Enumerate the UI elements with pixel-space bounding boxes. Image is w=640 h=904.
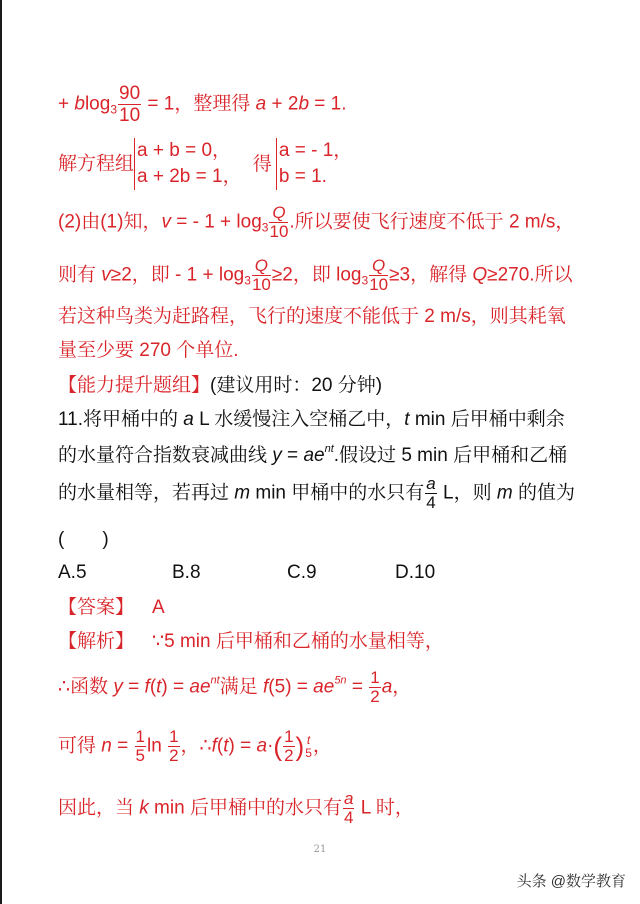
question-11-blank: ( ) <box>58 529 109 550</box>
watermark: 头条 @数学教育 <box>516 873 626 890</box>
question-11-line-3: 的水量相等，若再过 m min 甲桶中的水只有 $\frac{a}{4}$ L，则 m 的值为 <box>58 474 575 512</box>
section-header: 【能力提升题组】(建议用时：20 分钟) <box>58 375 383 396</box>
solution-line-4: 则有 v≥2，即 - $1 + \log_3$ $\frac{Q}{10}$ ≥2，即 $\log_3$ $\frac{Q}{10}$ ≥3，解得 Q≥270.所以 <box>58 256 573 294</box>
question-11-line-1: 11.将甲桶中的 a L 水缓慢注入空桶乙中，t min 后甲桶中剩余 <box>58 409 565 430</box>
option-b: B.8 <box>172 562 201 583</box>
option-d: D.10 <box>395 562 436 583</box>
solution-line-5: 若这种鸟类为赶路程，飞行的速度不能低于 2 m/s，则其耗氧 <box>58 306 566 327</box>
question-11-line-2: 的水量符合指数衰减曲线 $y = ae^{nt}$.假设过 5 min 后甲桶和乙桶 <box>58 443 568 466</box>
answer-line: 【答案】 A <box>58 597 165 618</box>
explanation-line-2: ∴函数 $y = f(t) = ae^{nt}$满足 $f(5) = ae^{5n}$ = $\frac{1}{2}$ a， <box>58 668 412 706</box>
page-border <box>0 0 2 904</box>
solution-line-6: 量至少要 270 个单位. <box>58 340 239 361</box>
page-number: 21 <box>313 844 327 855</box>
explanation-line-4: 因此，当 k min 后甲桶中的水只有 $\frac{a}{4}$ L 时， <box>58 789 414 827</box>
solution-line-system: 解方程组 a + b = 0， a + 2b = 1， 得 a = - 1， b = 1. <box>58 138 352 190</box>
explanation-line-3: 可得 n = $\frac{1}{5}$ ln $\frac{1}{2}$ ，∴f(t) = a·( $\frac{1}{2}$ ) t 5 ， <box>58 727 332 765</box>
option-a: A.5 <box>58 562 87 583</box>
solution-line-1: + blog$_3$ $\frac{90}{10}$ = 1，整理得 a + 2b = 1. <box>58 83 347 126</box>
option-c: C.9 <box>287 562 317 583</box>
solution-line-3: (2)由(1)知，v = - $1 + \log_3$ $\frac{Q}{10}$ .所以要使飞行速度不低于 2 m/s， <box>58 203 575 241</box>
explanation-line-1: 【解析】 ∵5 min 后甲桶和乙桶的水量相等， <box>58 631 444 652</box>
